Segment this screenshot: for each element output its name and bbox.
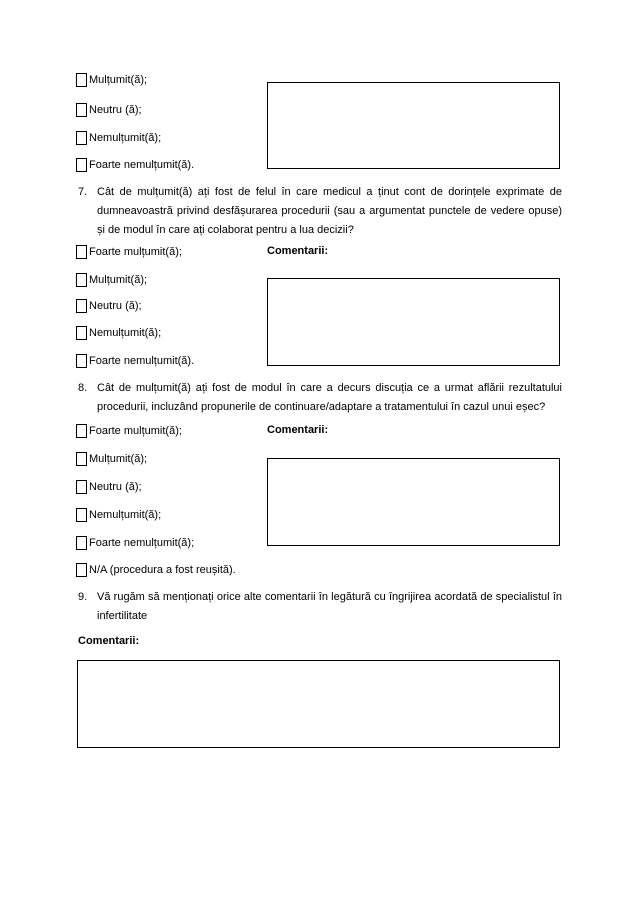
option-neutral-q7[interactable] [76, 298, 142, 314]
question-text: Vă rugăm să menționați orice alte comentarii în legătură cu îngrijirea acordată de specialistul în infertilitate [97, 591, 562, 622]
option-label: Neutru (ă); [89, 300, 142, 312]
checkbox[interactable] [76, 103, 87, 117]
checkbox[interactable] [76, 158, 87, 172]
checkbox[interactable] [76, 273, 87, 287]
comments-box-q7[interactable] [267, 278, 560, 366]
checkbox[interactable] [76, 131, 87, 145]
checkbox[interactable] [76, 480, 87, 494]
question-9 [78, 588, 562, 626]
option-label: Neutru (ă); [89, 104, 142, 116]
question-8 [78, 379, 562, 417]
question-number: 8. [78, 382, 88, 394]
question-number: 9. [78, 591, 88, 603]
question-text: Cât de mulțumit(ă) ați fost de modul în care a decurs discuția ce a urmat aflării rezultatului procedurii, incluzând propunerile de continuare/adaptare a tratamentului în cazul unui eșec? [97, 382, 562, 413]
checkbox[interactable] [76, 326, 87, 340]
option-very-satisfied-q8[interactable] [76, 423, 182, 439]
option-very-dissatisfied-s6[interactable] [76, 157, 194, 173]
option-label: Foarte nemulțumit(ă). [89, 159, 195, 171]
option-label: Mulțumit(ă); [89, 453, 148, 465]
option-label: Nemulțumit(ă); [89, 327, 162, 339]
comments-label-q7: Comentarii: [267, 245, 329, 257]
option-label: Nemulțumit(ă); [89, 509, 162, 521]
checkbox[interactable] [76, 354, 87, 368]
checkbox[interactable] [76, 536, 87, 550]
option-label: Foarte nemulțumit(ă); [89, 537, 195, 549]
comments-label-q9: Comentarii: [78, 635, 140, 647]
option-na-q8[interactable] [76, 562, 236, 578]
option-dissatisfied-q8[interactable] [76, 507, 161, 523]
checkbox[interactable] [76, 508, 87, 522]
option-very-dissatisfied-q8[interactable] [76, 535, 194, 551]
option-satisfied-q8[interactable] [76, 451, 147, 467]
option-dissatisfied-s6[interactable] [76, 130, 161, 146]
comments-box-s6[interactable] [267, 82, 560, 169]
option-label: N/A (procedura a fost reușită). [89, 564, 236, 576]
option-label: Neutru (ă); [89, 481, 142, 493]
option-very-satisfied-q7[interactable] [76, 244, 182, 260]
checkbox[interactable] [76, 424, 87, 438]
option-label: Mulțumit(ă); [89, 74, 148, 86]
comments-label-q8: Comentarii: [267, 424, 329, 436]
option-label: Nemulțumit(ă); [89, 132, 162, 144]
option-satisfied-s6[interactable] [76, 72, 147, 88]
comments-box-q9[interactable] [77, 660, 560, 748]
option-label: Foarte mulțumit(ă); [89, 425, 182, 437]
question-7 [78, 183, 562, 240]
option-label: Foarte mulțumit(ă); [89, 246, 182, 258]
checkbox[interactable] [76, 245, 87, 259]
comments-box-q8[interactable] [267, 458, 560, 546]
option-label: Foarte nemulțumit(ă). [89, 355, 195, 367]
option-dissatisfied-q7[interactable] [76, 325, 161, 341]
option-label: Mulțumit(ă); [89, 274, 148, 286]
question-number: 7. [78, 186, 88, 198]
checkbox[interactable] [76, 73, 87, 87]
option-very-dissatisfied-q7[interactable] [76, 353, 194, 369]
option-neutral-q8[interactable] [76, 479, 142, 495]
option-satisfied-q7[interactable] [76, 272, 147, 288]
checkbox[interactable] [76, 563, 87, 577]
option-neutral-s6[interactable] [76, 102, 142, 118]
question-text: Cât de mulțumit(ă) ați fost de felul în care medicul a ținut cont de dorințele exprimate de dumneavoastră privind desfășurarea procedurii (sau a argumentat punctele de vedere opuse) și de modul în care ați colaborat pentru a lua decizii? [97, 186, 562, 236]
checkbox[interactable] [76, 299, 87, 313]
checkbox[interactable] [76, 452, 87, 466]
